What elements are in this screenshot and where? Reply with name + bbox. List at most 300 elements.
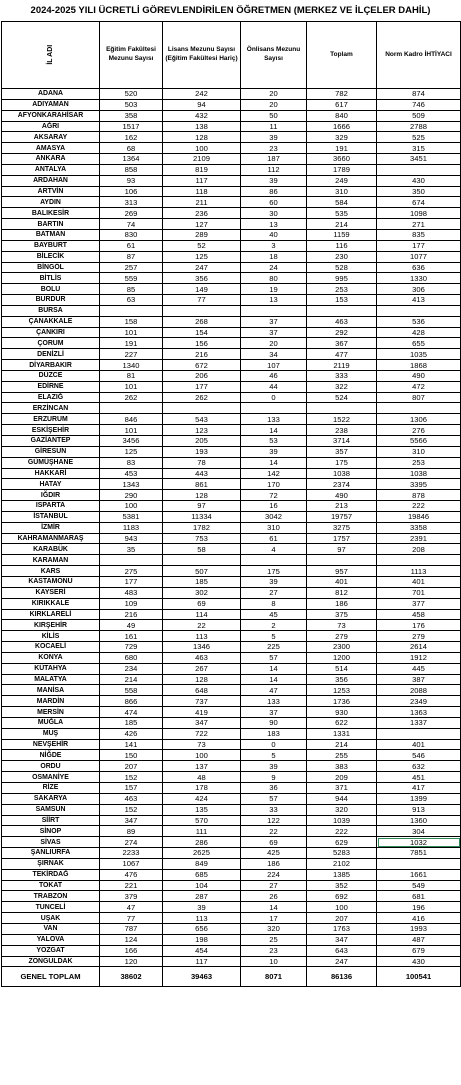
- cell-egitim[interactable]: 191: [100, 338, 163, 349]
- cell-toplam[interactable]: 213: [307, 501, 377, 512]
- cell-il[interactable]: BARTIN: [2, 219, 100, 230]
- cell-il[interactable]: NİĞDE: [2, 750, 100, 761]
- cell-onlisans[interactable]: 39: [241, 761, 307, 772]
- cell-lisans[interactable]: 178: [163, 783, 241, 794]
- cell-norm[interactable]: 279: [377, 631, 461, 642]
- cell-norm[interactable]: 1330: [377, 273, 461, 284]
- cell-il[interactable]: YALOVA: [2, 934, 100, 945]
- cell-toplam[interactable]: 153: [307, 295, 377, 306]
- cell-lisans[interactable]: 117: [163, 175, 241, 186]
- cell-toplam[interactable]: 812: [307, 587, 377, 598]
- cell-toplam[interactable]: 186: [307, 598, 377, 609]
- cell-lisans[interactable]: 2109: [163, 154, 241, 165]
- cell-norm[interactable]: 655: [377, 338, 461, 349]
- cell-toplam[interactable]: 352: [307, 880, 377, 891]
- cell-norm[interactable]: [377, 305, 461, 316]
- cell-onlisans[interactable]: 11: [241, 121, 307, 132]
- cell-onlisans[interactable]: 44: [241, 381, 307, 392]
- cell-norm[interactable]: 401: [377, 739, 461, 750]
- cell-egitim[interactable]: 85: [100, 284, 163, 295]
- cell-il[interactable]: DÜZCE: [2, 370, 100, 381]
- cell-norm[interactable]: 196: [377, 902, 461, 913]
- cell-onlisans[interactable]: 57: [241, 793, 307, 804]
- cell-norm[interactable]: 7851: [377, 848, 461, 859]
- cell-egitim[interactable]: 152: [100, 804, 163, 815]
- cell-egitim[interactable]: 35: [100, 544, 163, 555]
- cell-onlisans[interactable]: 46: [241, 370, 307, 381]
- cell-onlisans[interactable]: 2: [241, 620, 307, 631]
- cell-egitim[interactable]: 1067: [100, 858, 163, 869]
- cell-onlisans[interactable]: 14: [241, 425, 307, 436]
- cell-egitim[interactable]: 101: [100, 381, 163, 392]
- cell-lisans[interactable]: 127: [163, 219, 241, 230]
- cell-onlisans[interactable]: 5: [241, 631, 307, 642]
- cell-toplam[interactable]: 490: [307, 490, 377, 501]
- cell-toplam[interactable]: 3275: [307, 522, 377, 533]
- cell-norm[interactable]: 679: [377, 945, 461, 956]
- cell-norm[interactable]: 1098: [377, 208, 461, 219]
- cell-lisans[interactable]: 177: [163, 381, 241, 392]
- cell-norm[interactable]: 1032: [377, 837, 461, 848]
- cell-lisans[interactable]: 118: [163, 186, 241, 197]
- cell-onlisans[interactable]: 45: [241, 609, 307, 620]
- cell-norm[interactable]: 416: [377, 913, 461, 924]
- cell-lisans[interactable]: 443: [163, 468, 241, 479]
- cell-toplam[interactable]: 1159: [307, 229, 377, 240]
- cell-norm[interactable]: 401: [377, 576, 461, 587]
- cell-il[interactable]: RİZE: [2, 783, 100, 794]
- cell-il[interactable]: ERZURUM: [2, 414, 100, 425]
- cell-lisans[interactable]: 156: [163, 338, 241, 349]
- cell-lisans[interactable]: [163, 403, 241, 414]
- cell-toplam[interactable]: 1253: [307, 685, 377, 696]
- cell-egitim[interactable]: 866: [100, 696, 163, 707]
- cell-toplam[interactable]: 3660: [307, 154, 377, 165]
- cell-egitim[interactable]: 77: [100, 913, 163, 924]
- cell-il[interactable]: ARTVİN: [2, 186, 100, 197]
- cell-toplam[interactable]: 1039: [307, 815, 377, 826]
- cell-toplam[interactable]: 401: [307, 576, 377, 587]
- cell-onlisans[interactable]: 14: [241, 663, 307, 674]
- cell-toplam[interactable]: 253: [307, 284, 377, 295]
- cell-norm[interactable]: 746: [377, 99, 461, 110]
- cell-lisans[interactable]: 570: [163, 815, 241, 826]
- cell-toplam[interactable]: 73: [307, 620, 377, 631]
- cell-egitim[interactable]: 830: [100, 229, 163, 240]
- cell-il[interactable]: SİNOP: [2, 826, 100, 837]
- cell-norm[interactable]: 632: [377, 761, 461, 772]
- cell-norm[interactable]: 536: [377, 316, 461, 327]
- cell-il[interactable]: SİVAS: [2, 837, 100, 848]
- cell-norm[interactable]: [377, 403, 461, 414]
- cell-norm[interactable]: 445: [377, 663, 461, 674]
- cell-toplam[interactable]: 1736: [307, 696, 377, 707]
- cell-egitim[interactable]: 100: [100, 501, 163, 512]
- cell-lisans[interactable]: 849: [163, 858, 241, 869]
- cell-toplam[interactable]: 357: [307, 446, 377, 457]
- cell-lisans[interactable]: 543: [163, 414, 241, 425]
- cell-il[interactable]: BİTLİS: [2, 273, 100, 284]
- cell-egitim[interactable]: 3456: [100, 436, 163, 447]
- cell-toplam[interactable]: 514: [307, 663, 377, 674]
- cell-il[interactable]: GİRESUN: [2, 446, 100, 457]
- cell-onlisans[interactable]: 16: [241, 501, 307, 512]
- cell-norm[interactable]: 1363: [377, 707, 461, 718]
- cell-toplam[interactable]: [307, 403, 377, 414]
- cell-onlisans[interactable]: [241, 305, 307, 316]
- cell-egitim[interactable]: 453: [100, 468, 163, 479]
- cell-onlisans[interactable]: 22: [241, 826, 307, 837]
- cell-lisans[interactable]: 52: [163, 240, 241, 251]
- cell-egitim[interactable]: [100, 403, 163, 414]
- cell-il[interactable]: SİİRT: [2, 815, 100, 826]
- cell-egitim[interactable]: 503: [100, 99, 163, 110]
- cell-egitim[interactable]: 680: [100, 652, 163, 663]
- cell-egitim[interactable]: 943: [100, 533, 163, 544]
- cell-norm[interactable]: [377, 858, 461, 869]
- cell-norm[interactable]: 1912: [377, 652, 461, 663]
- cell-lisans[interactable]: 2625: [163, 848, 241, 859]
- cell-onlisans[interactable]: 133: [241, 696, 307, 707]
- cell-egitim[interactable]: 87: [100, 251, 163, 262]
- cell-toplam[interactable]: 333: [307, 370, 377, 381]
- cell-norm[interactable]: 509: [377, 110, 461, 121]
- cell-lisans[interactable]: 656: [163, 923, 241, 934]
- cell-lisans[interactable]: 463: [163, 652, 241, 663]
- cell-il[interactable]: KOCAELİ: [2, 642, 100, 653]
- cell-toplam[interactable]: 347: [307, 934, 377, 945]
- cell-lisans[interactable]: 48: [163, 772, 241, 783]
- cell-egitim[interactable]: 729: [100, 642, 163, 653]
- cell-onlisans[interactable]: 36: [241, 783, 307, 794]
- cell-toplam[interactable]: 214: [307, 219, 377, 230]
- cell-onlisans[interactable]: 37: [241, 707, 307, 718]
- cell-toplam[interactable]: 535: [307, 208, 377, 219]
- cell-il[interactable]: TEKİRDAĞ: [2, 869, 100, 880]
- cell-norm[interactable]: 807: [377, 392, 461, 403]
- cell-norm[interactable]: 2614: [377, 642, 461, 653]
- cell-il[interactable]: AYDIN: [2, 197, 100, 208]
- cell-il[interactable]: BURSA: [2, 305, 100, 316]
- cell-il[interactable]: SAMSUN: [2, 804, 100, 815]
- cell-norm[interactable]: 310: [377, 446, 461, 457]
- cell-lisans[interactable]: 135: [163, 804, 241, 815]
- cell-lisans[interactable]: 211: [163, 197, 241, 208]
- cell-lisans[interactable]: 39: [163, 902, 241, 913]
- cell-il[interactable]: MARDİN: [2, 696, 100, 707]
- cell-norm[interactable]: 1038: [377, 468, 461, 479]
- cell-norm[interactable]: 2788: [377, 121, 461, 132]
- cell-toplam[interactable]: 1789: [307, 164, 377, 175]
- cell-il[interactable]: KIRKLARELİ: [2, 609, 100, 620]
- cell-onlisans[interactable]: 39: [241, 576, 307, 587]
- cell-il[interactable]: DENİZLİ: [2, 349, 100, 360]
- cell-norm[interactable]: 835: [377, 229, 461, 240]
- cell-lisans[interactable]: 1346: [163, 642, 241, 653]
- cell-lisans[interactable]: 262: [163, 392, 241, 403]
- cell-lisans[interactable]: 753: [163, 533, 241, 544]
- cell-norm[interactable]: 2088: [377, 685, 461, 696]
- cell-il[interactable]: İSTANBUL: [2, 511, 100, 522]
- cell-lisans[interactable]: 128: [163, 132, 241, 143]
- cell-il[interactable]: TRABZON: [2, 891, 100, 902]
- cell-norm[interactable]: 458: [377, 609, 461, 620]
- cell-il[interactable]: KÜTAHYA: [2, 663, 100, 674]
- cell-egitim[interactable]: 558: [100, 685, 163, 696]
- cell-toplam[interactable]: 310: [307, 186, 377, 197]
- cell-toplam[interactable]: 191: [307, 143, 377, 154]
- cell-onlisans[interactable]: 80: [241, 273, 307, 284]
- cell-toplam[interactable]: 2374: [307, 479, 377, 490]
- cell-il[interactable]: ARDAHAN: [2, 175, 100, 186]
- cell-lisans[interactable]: 94: [163, 99, 241, 110]
- cell-toplam[interactable]: [307, 305, 377, 316]
- cell-egitim[interactable]: 101: [100, 425, 163, 436]
- cell-norm[interactable]: 546: [377, 750, 461, 761]
- cell-lisans[interactable]: 198: [163, 934, 241, 945]
- cell-lisans[interactable]: 861: [163, 479, 241, 490]
- cell-onlisans[interactable]: 175: [241, 566, 307, 577]
- cell-onlisans[interactable]: 39: [241, 175, 307, 186]
- cell-egitim[interactable]: 846: [100, 414, 163, 425]
- cell-norm[interactable]: 430: [377, 175, 461, 186]
- cell-toplam[interactable]: 207: [307, 913, 377, 924]
- cell-onlisans[interactable]: 3042: [241, 511, 307, 522]
- cell-egitim[interactable]: 358: [100, 110, 163, 121]
- cell-onlisans[interactable]: 20: [241, 338, 307, 349]
- cell-egitim[interactable]: 269: [100, 208, 163, 219]
- cell-onlisans[interactable]: 14: [241, 674, 307, 685]
- cell-onlisans[interactable]: 183: [241, 728, 307, 739]
- cell-onlisans[interactable]: 224: [241, 869, 307, 880]
- cell-toplam[interactable]: 5283: [307, 848, 377, 859]
- cell-lisans[interactable]: 113: [163, 913, 241, 924]
- cell-onlisans[interactable]: 14: [241, 457, 307, 468]
- cell-norm[interactable]: 1077: [377, 251, 461, 262]
- cell-toplam[interactable]: 97: [307, 544, 377, 555]
- cell-il[interactable]: IĞDIR: [2, 490, 100, 501]
- cell-egitim[interactable]: 49: [100, 620, 163, 631]
- cell-toplam[interactable]: 279: [307, 631, 377, 642]
- cell-onlisans[interactable]: 225: [241, 642, 307, 653]
- cell-toplam[interactable]: 214: [307, 739, 377, 750]
- cell-onlisans[interactable]: 86: [241, 186, 307, 197]
- cell-norm[interactable]: 487: [377, 934, 461, 945]
- cell-egitim[interactable]: 185: [100, 717, 163, 728]
- cell-norm[interactable]: 2349: [377, 696, 461, 707]
- cell-lisans[interactable]: 819: [163, 164, 241, 175]
- cell-norm[interactable]: 674: [377, 197, 461, 208]
- cell-lisans[interactable]: 22: [163, 620, 241, 631]
- cell-il[interactable]: MUŞ: [2, 728, 100, 739]
- cell-il[interactable]: GÜMÜŞHANE: [2, 457, 100, 468]
- cell-toplam[interactable]: 2102: [307, 858, 377, 869]
- cell-norm[interactable]: 177: [377, 240, 461, 251]
- cell-onlisans[interactable]: 40: [241, 229, 307, 240]
- cell-onlisans[interactable]: 39: [241, 446, 307, 457]
- cell-norm[interactable]: 176: [377, 620, 461, 631]
- cell-egitim[interactable]: 257: [100, 262, 163, 273]
- cell-norm[interactable]: 451: [377, 772, 461, 783]
- cell-norm[interactable]: 1035: [377, 349, 461, 360]
- cell-il[interactable]: KIRŞEHİR: [2, 620, 100, 631]
- cell-norm[interactable]: 878: [377, 490, 461, 501]
- cell-lisans[interactable]: 247: [163, 262, 241, 273]
- cell-toplam[interactable]: 1763: [307, 923, 377, 934]
- cell-onlisans[interactable]: 0: [241, 739, 307, 750]
- cell-toplam[interactable]: 840: [307, 110, 377, 121]
- cell-onlisans[interactable]: 13: [241, 219, 307, 230]
- cell-il[interactable]: KARAMAN: [2, 555, 100, 566]
- cell-toplam[interactable]: 116: [307, 240, 377, 251]
- cell-lisans[interactable]: 104: [163, 880, 241, 891]
- cell-onlisans[interactable]: 425: [241, 848, 307, 859]
- cell-toplam[interactable]: 1666: [307, 121, 377, 132]
- cell-toplam[interactable]: 477: [307, 349, 377, 360]
- cell-onlisans[interactable]: 9: [241, 772, 307, 783]
- cell-egitim[interactable]: 106: [100, 186, 163, 197]
- cell-toplam[interactable]: 692: [307, 891, 377, 902]
- cell-lisans[interactable]: 149: [163, 284, 241, 295]
- cell-lisans[interactable]: 648: [163, 685, 241, 696]
- cell-toplam[interactable]: 1385: [307, 869, 377, 880]
- cell-lisans[interactable]: 97: [163, 501, 241, 512]
- cell-norm[interactable]: 3395: [377, 479, 461, 490]
- cell-egitim[interactable]: 1340: [100, 360, 163, 371]
- cell-onlisans[interactable]: 17: [241, 913, 307, 924]
- cell-toplam[interactable]: 100: [307, 902, 377, 913]
- cell-onlisans[interactable]: 37: [241, 316, 307, 327]
- cell-egitim[interactable]: 313: [100, 197, 163, 208]
- cell-norm[interactable]: 3451: [377, 154, 461, 165]
- cell-toplam[interactable]: 356: [307, 674, 377, 685]
- cell-il[interactable]: ÇANAKKALE: [2, 316, 100, 327]
- cell-toplam[interactable]: 249: [307, 175, 377, 186]
- cell-norm[interactable]: 874: [377, 89, 461, 100]
- cell-il[interactable]: HAKKARİ: [2, 468, 100, 479]
- cell-lisans[interactable]: 113: [163, 631, 241, 642]
- cell-egitim[interactable]: 124: [100, 934, 163, 945]
- cell-il[interactable]: KAHRAMANMARAŞ: [2, 533, 100, 544]
- cell-egitim[interactable]: 483: [100, 587, 163, 598]
- cell-toplam[interactable]: 930: [307, 707, 377, 718]
- cell-egitim[interactable]: 474: [100, 707, 163, 718]
- cell-lisans[interactable]: 454: [163, 945, 241, 956]
- cell-onlisans[interactable]: 170: [241, 479, 307, 490]
- cell-norm[interactable]: 701: [377, 587, 461, 598]
- cell-egitim[interactable]: 141: [100, 739, 163, 750]
- cell-egitim[interactable]: 476: [100, 869, 163, 880]
- cell-toplam[interactable]: 463: [307, 316, 377, 327]
- cell-onlisans[interactable]: 133: [241, 414, 307, 425]
- cell-norm[interactable]: 1360: [377, 815, 461, 826]
- cell-lisans[interactable]: 672: [163, 360, 241, 371]
- cell-egitim[interactable]: 426: [100, 728, 163, 739]
- cell-lisans[interactable]: 424: [163, 793, 241, 804]
- cell-toplam[interactable]: 247: [307, 956, 377, 967]
- cell-egitim[interactable]: 157: [100, 783, 163, 794]
- cell-onlisans[interactable]: 61: [241, 533, 307, 544]
- cell-il[interactable]: HATAY: [2, 479, 100, 490]
- cell-lisans[interactable]: 111: [163, 826, 241, 837]
- cell-toplam[interactable]: 643: [307, 945, 377, 956]
- cell-onlisans[interactable]: [241, 403, 307, 414]
- cell-lisans[interactable]: 100: [163, 143, 241, 154]
- cell-egitim[interactable]: 787: [100, 923, 163, 934]
- cell-egitim[interactable]: 1364: [100, 154, 163, 165]
- cell-norm[interactable]: 490: [377, 370, 461, 381]
- cell-egitim[interactable]: 177: [100, 576, 163, 587]
- cell-onlisans[interactable]: 19: [241, 284, 307, 295]
- cell-onlisans[interactable]: 60: [241, 197, 307, 208]
- cell-norm[interactable]: 271: [377, 219, 461, 230]
- cell-egitim[interactable]: 5381: [100, 511, 163, 522]
- cell-onlisans[interactable]: 3: [241, 240, 307, 251]
- cell-lisans[interactable]: 100: [163, 750, 241, 761]
- cell-onlisans[interactable]: 57: [241, 652, 307, 663]
- cell-lisans[interactable]: 216: [163, 349, 241, 360]
- cell-toplam[interactable]: 1522: [307, 414, 377, 425]
- cell-norm[interactable]: 1306: [377, 414, 461, 425]
- cell-egitim[interactable]: 74: [100, 219, 163, 230]
- cell-toplam[interactable]: 2300: [307, 642, 377, 653]
- cell-toplam[interactable]: 957: [307, 566, 377, 577]
- cell-egitim[interactable]: 2233: [100, 848, 163, 859]
- cell-onlisans[interactable]: 37: [241, 327, 307, 338]
- cell-lisans[interactable]: 1782: [163, 522, 241, 533]
- cell-egitim[interactable]: 347: [100, 815, 163, 826]
- cell-egitim[interactable]: [100, 555, 163, 566]
- cell-onlisans[interactable]: 320: [241, 923, 307, 934]
- cell-egitim[interactable]: 559: [100, 273, 163, 284]
- cell-toplam[interactable]: 329: [307, 132, 377, 143]
- cell-norm[interactable]: 1399: [377, 793, 461, 804]
- cell-il[interactable]: ŞIRNAK: [2, 858, 100, 869]
- cell-norm[interactable]: 19846: [377, 511, 461, 522]
- cell-lisans[interactable]: 128: [163, 674, 241, 685]
- cell-il[interactable]: DİYARBAKIR: [2, 360, 100, 371]
- cell-onlisans[interactable]: 39: [241, 132, 307, 143]
- cell-lisans[interactable]: 138: [163, 121, 241, 132]
- cell-egitim[interactable]: 858: [100, 164, 163, 175]
- cell-toplam[interactable]: 584: [307, 197, 377, 208]
- cell-onlisans[interactable]: 18: [241, 251, 307, 262]
- cell-il[interactable]: ERZİNCAN: [2, 403, 100, 414]
- cell-onlisans[interactable]: 50: [241, 110, 307, 121]
- cell-il[interactable]: MUĞLA: [2, 717, 100, 728]
- cell-toplam[interactable]: 629: [307, 837, 377, 848]
- cell-egitim[interactable]: 214: [100, 674, 163, 685]
- cell-il[interactable]: MALATYA: [2, 674, 100, 685]
- cell-il[interactable]: KASTAMONU: [2, 576, 100, 587]
- cell-onlisans[interactable]: 24: [241, 262, 307, 273]
- cell-egitim[interactable]: 150: [100, 750, 163, 761]
- cell-il[interactable]: ŞANLIURFA: [2, 848, 100, 859]
- cell-toplam[interactable]: 375: [307, 609, 377, 620]
- cell-lisans[interactable]: 128: [163, 490, 241, 501]
- cell-il[interactable]: EDİRNE: [2, 381, 100, 392]
- cell-egitim[interactable]: 158: [100, 316, 163, 327]
- cell-lisans[interactable]: 114: [163, 609, 241, 620]
- cell-norm[interactable]: 350: [377, 186, 461, 197]
- cell-il[interactable]: KIRIKKALE: [2, 598, 100, 609]
- cell-norm[interactable]: 306: [377, 284, 461, 295]
- cell-onlisans[interactable]: 4: [241, 544, 307, 555]
- cell-norm[interactable]: 387: [377, 674, 461, 685]
- cell-il[interactable]: KARABÜK: [2, 544, 100, 555]
- cell-norm[interactable]: 525: [377, 132, 461, 143]
- cell-norm[interactable]: 428: [377, 327, 461, 338]
